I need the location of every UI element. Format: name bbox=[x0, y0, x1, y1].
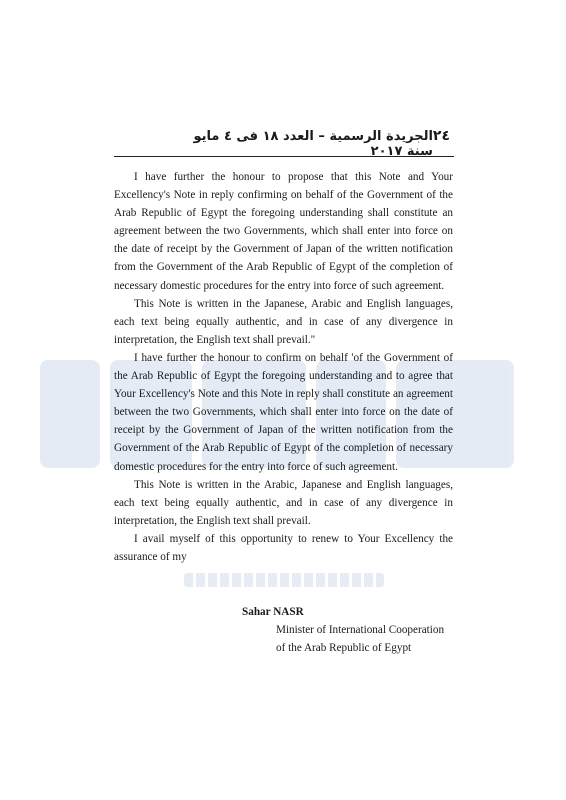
page-number: ٢٤ bbox=[432, 128, 450, 144]
gazette-title: الجريدة الرسمية – العدد ١٨ فى ٤ مايو سنة ٢٠١٧ bbox=[193, 129, 433, 159]
paragraph: This Note is written in the Japanese, Arabic and English languages, each text being equally authentic, and in case of any divergence in interpretation, the English text shall prevail." bbox=[114, 297, 453, 346]
signatory-name: Sahar NASR bbox=[242, 606, 304, 618]
signature-block bbox=[242, 603, 304, 621]
paragraph: I avail myself of this opportunity to renew to Your Excellency the assurance of my bbox=[114, 532, 453, 563]
header-divider bbox=[114, 156, 454, 157]
signatory-title bbox=[276, 621, 444, 657]
paragraph: I have further the honour to propose that this Note and Your Excellency's Note in reply confirming on behalf of the Government of the Arab Republic of Egypt the foregoing understanding shall constitute an agreement between the two Governments, which shall enter into force on the date of receipt by the Government of Japan of the written notification from the Government of the Arab Republic of Egypt of the completion of necessary domestic procedures for the entry into force of such agreement. bbox=[114, 171, 453, 292]
paragraph: I have further the honour to confirm on behalf 'of the Government of the Arab Republic of Egypt the foregoing understanding and to agree that Your Excellency's Note and this Note in reply shall constitute an agreement between the two Governments, which shall enter into force on the date of receipt by the Government of Japan of the written notification from the Government of the Arab Republic of Egypt of the completion of necessary domestic procedures for the entry into force of such agreement. bbox=[114, 351, 453, 473]
signatory-title-line: Minister of International Cooperation bbox=[276, 624, 445, 636]
page-header bbox=[172, 128, 450, 159]
watermark-url bbox=[184, 573, 384, 587]
document-body bbox=[114, 168, 453, 566]
paragraph: This Note is written in the Arabic, Japanese and English languages, each text being equally authentic, and in case of any divergence in interpretation, the English text shall prevail. bbox=[114, 478, 453, 527]
watermark-glyph bbox=[40, 360, 100, 468]
signatory-title-line: of the Arab Republic of Egypt bbox=[276, 642, 412, 655]
